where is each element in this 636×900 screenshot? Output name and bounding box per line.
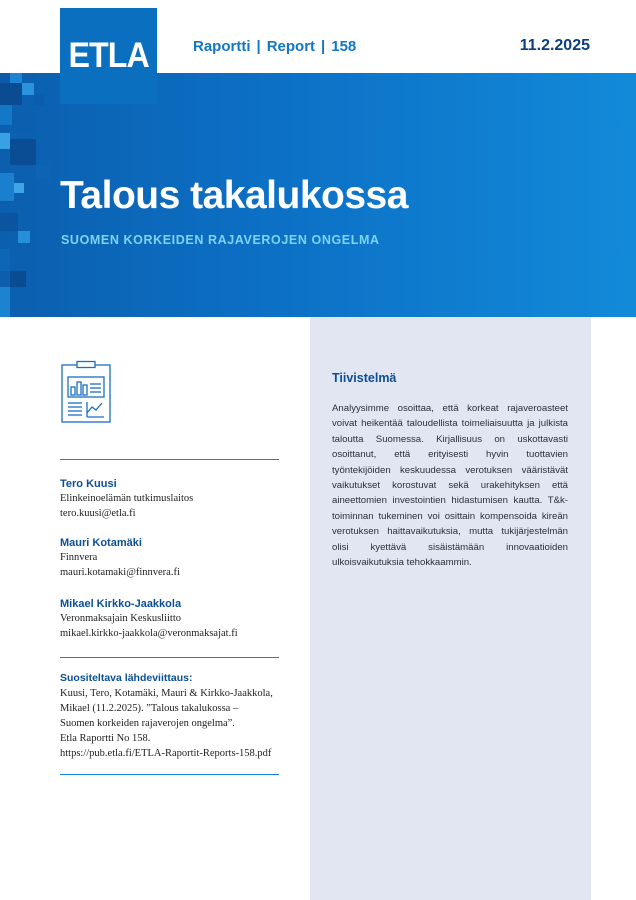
decor-square bbox=[18, 231, 30, 243]
author-email[interactable]: mikael.kirkko-jaakkola@veronmaksajat.fi bbox=[60, 628, 238, 639]
report-series bbox=[193, 38, 356, 55]
decor-square bbox=[12, 111, 34, 133]
decor-square bbox=[10, 271, 26, 287]
decor-square bbox=[0, 287, 10, 317]
decor-square bbox=[0, 133, 10, 149]
author-name: Mauri Kotamäki bbox=[60, 537, 142, 549]
citation-text: Kuusi, Tero, Kotamäki, Mauri & Kirkko-Jaakkola, Mikael (11.2.2025). ”Talous takalukossa – Suomen korkeiden rajaverojen ongelma”. Etla Raportti No 158. https://pub.etla.fi/ETLA-Raportit-Reports-158.pdf bbox=[60, 688, 273, 759]
decor-square bbox=[0, 73, 10, 83]
decor-square bbox=[0, 249, 10, 271]
separator: | bbox=[321, 38, 326, 55]
divider bbox=[60, 459, 279, 460]
author-organization: Elinkeinoelämän tutkimuslaitos bbox=[60, 493, 194, 504]
series-en: Report bbox=[266, 38, 316, 55]
citation-block bbox=[60, 671, 285, 761]
divider bbox=[60, 657, 279, 658]
abstract-text: Analyysimme osoittaa, että korkeat rajaveroasteet voivat heikentää taloudellista toimeliaisuutta ja julkista taloutta Suomessa. Kirjallisuus on uskottavasti osoittanut, että erityisesti hyvin tuottavien työntekijöiden keskuudessa verotuksen vääristävät vaikutukset korostuvat sekä urakehityksen että aineettomien investointien hidastumisen kautta. T&k-toiminnan tukeminen voi osittain kompensoida kireän verotuksen haittavaikutuksia, mutta tukijärjestelmän olisi kyettävä sisäistämään innovaatioiden ulkoisvaikutuksia tehokkaammin. bbox=[332, 403, 568, 569]
author-name: Mikael Kirkko-Jaakkola bbox=[60, 598, 182, 610]
divider bbox=[60, 774, 279, 775]
author-email[interactable]: tero.kuusi@etla.fi bbox=[60, 508, 136, 519]
decor-square bbox=[0, 173, 14, 201]
etla-logo bbox=[60, 8, 157, 104]
decor-square bbox=[36, 165, 50, 179]
decor-square bbox=[14, 183, 24, 193]
decor-square bbox=[0, 213, 18, 231]
decor-square bbox=[0, 83, 22, 105]
publication-date: 11.2.2025 bbox=[519, 37, 590, 54]
author-email[interactable]: mauri.kotamaki@finnvera.fi bbox=[60, 567, 180, 578]
separator: | bbox=[256, 38, 261, 55]
author-entry bbox=[60, 477, 193, 521]
decor-square bbox=[22, 83, 34, 95]
decor-square bbox=[0, 105, 12, 125]
document-subtitle: SUOMEN KORKEIDEN RAJAVEROJEN ONGELMA bbox=[61, 233, 380, 247]
document-title: Talous takalukossa bbox=[60, 174, 408, 217]
report-number: 158 bbox=[331, 38, 357, 55]
citation-label: Suositeltava lähdeviittaus: bbox=[60, 672, 193, 684]
report-chart-icon bbox=[60, 360, 112, 424]
abstract-heading: Tiivistelmä bbox=[332, 371, 397, 385]
decor-square bbox=[10, 139, 36, 165]
abstract-panel bbox=[310, 317, 591, 900]
author-organization: Finnvera bbox=[60, 552, 98, 563]
author-organization: Veronmaksajain Keskusliitto bbox=[60, 613, 182, 624]
series-fi: Raportti bbox=[193, 38, 251, 55]
author-entry bbox=[60, 536, 180, 580]
decor-square bbox=[34, 95, 44, 105]
title-banner bbox=[0, 73, 636, 317]
author-name: Tero Kuusi bbox=[60, 478, 117, 490]
logo-text: ETLA bbox=[68, 36, 149, 75]
author-entry bbox=[60, 597, 238, 641]
decor-square bbox=[10, 73, 22, 83]
